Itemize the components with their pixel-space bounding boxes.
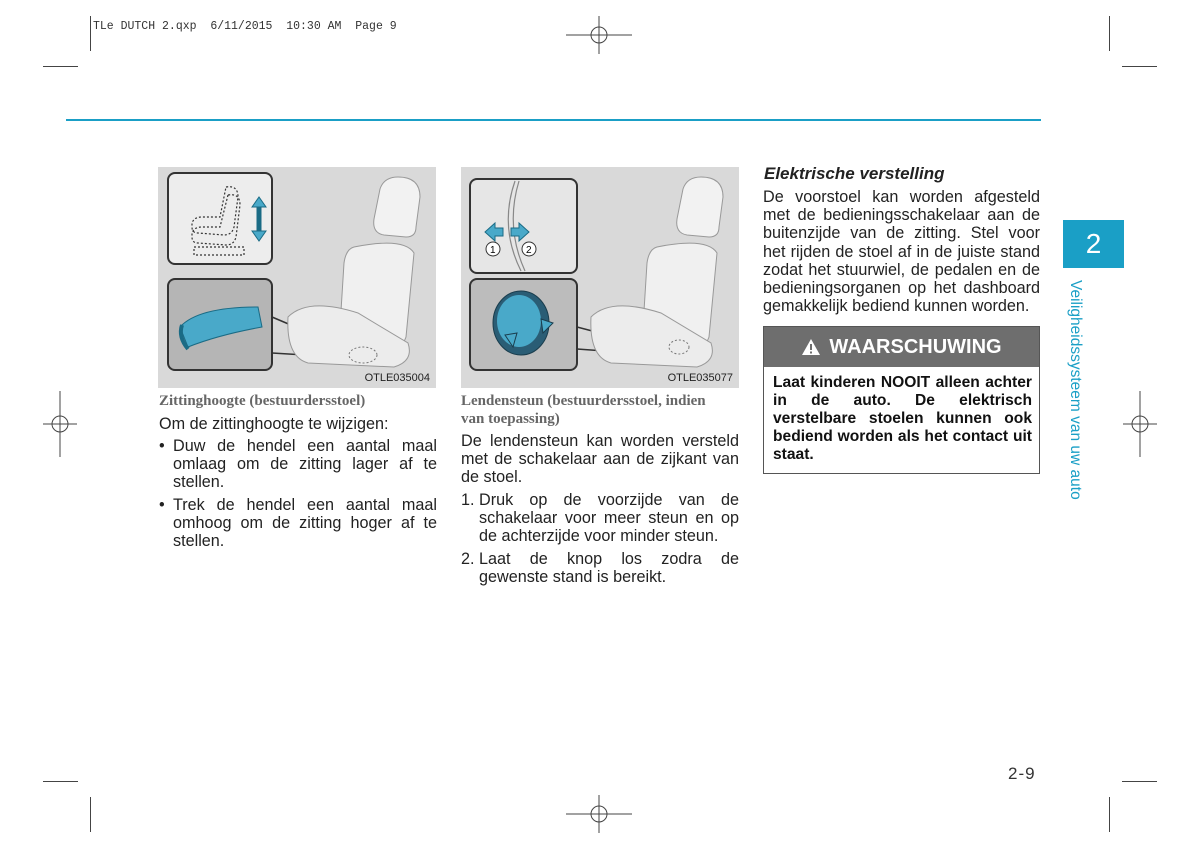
seat-height-list: [159, 437, 437, 554]
callout-label: 2: [526, 245, 532, 256]
list-item: [461, 491, 739, 546]
page-number: 2-9: [1008, 764, 1036, 783]
warning-title: WAARSCHUWING: [829, 335, 1002, 358]
bullet-icon: •: [159, 437, 165, 455]
chapter-title-text: Veiligheidssysteem van uw auto: [1067, 280, 1084, 500]
seat-height-figure: [158, 167, 436, 388]
seat-height-intro: Om de zittinghoogte te wijzigen:: [159, 415, 389, 433]
list-item-text: Trek de hendel een aantal maal omhoog om de zitting hoger af te stellen.: [173, 495, 437, 551]
lumbar-support-intro: De lendensteun kan worden versteld met de schakelaar aan de zijkant van de stoel.: [461, 432, 739, 487]
step-number: 1.: [461, 491, 475, 509]
lumbar-support-heading: Lendensteun (bestuurdersstoel, indien van toepassing): [461, 393, 706, 427]
power-adjust-body: De voorstoel kan worden afgesteld met de bedieningsschakelaar aan de buitenzijde van de zitting. Stel voor het rijden de stoel af in de juiste stand zodat het stuurwiel, de pedalen en de bedieningsorganen op het dashboard gemakkelijk bediend kunnen worden.: [763, 188, 1040, 316]
warning-triangle-icon: [801, 338, 821, 356]
warning-header: [764, 327, 1039, 367]
lumbar-support-figure: [461, 167, 739, 388]
step-number: 2.: [461, 549, 475, 568]
bullet-icon: •: [159, 495, 165, 514]
figure-code: OTLE035004: [364, 372, 430, 384]
step-text: Laat de knop los zodra de gewenste stand is bereikt.: [479, 549, 739, 586]
seat-height-heading: Zittinghoogte (bestuurdersstoel): [159, 393, 366, 409]
step-text: Druk op de voorzijde van de schakelaar voor meer steun en op de achterzijde voor minder steun.: [479, 491, 739, 546]
power-adjust-heading: Elektrische verstelling: [764, 164, 945, 183]
warning-box: [763, 326, 1040, 474]
figure-code: OTLE035077: [667, 372, 733, 384]
print-slug: TLe DUTCH 2.qxp 6/11/2015 10:30 AM Page 9: [93, 20, 397, 33]
chapter-title: [1060, 280, 1092, 500]
seat-height-illustration: [158, 167, 436, 388]
header-rule: [66, 119, 1041, 121]
chapter-tab: 2: [1063, 220, 1124, 268]
callout-label: 1: [490, 245, 496, 256]
list-item: [159, 496, 437, 551]
lumbar-support-steps: [461, 491, 739, 590]
warning-text: Laat kinderen NOOIT alleen achter in de auto. De elektrisch verstelbare stoelen kunnen ook bediend worden als het contact uit staat.: [773, 374, 1032, 463]
lumbar-support-illustration: [461, 167, 739, 388]
list-item: [159, 437, 437, 492]
list-item-text: Duw de hendel een aantal maal omlaag om de zitting lager af te stellen.: [173, 437, 437, 492]
list-item: [461, 550, 739, 586]
